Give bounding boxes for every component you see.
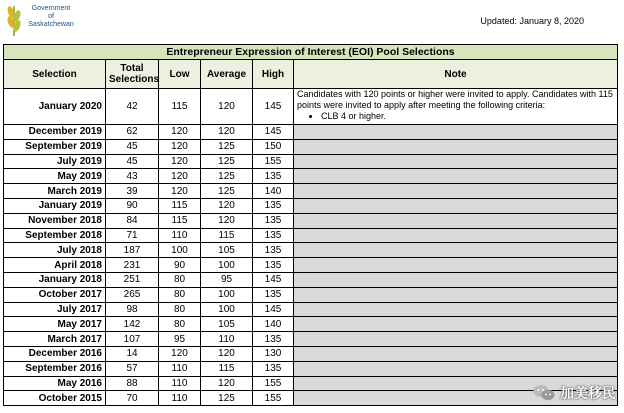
cell-low: 100 bbox=[159, 243, 201, 258]
cell-total: 187 bbox=[106, 243, 159, 258]
col-average: Average bbox=[201, 60, 253, 89]
cell-low: 110 bbox=[159, 376, 201, 391]
cell-note-empty bbox=[294, 213, 618, 228]
cell-high: 135 bbox=[253, 243, 294, 258]
cell-note-empty bbox=[294, 272, 618, 287]
cell-total: 57 bbox=[106, 361, 159, 376]
note-bullet: • CLB 4 or higher. bbox=[321, 111, 614, 122]
cell-average: 125 bbox=[201, 169, 253, 184]
cell-low: 110 bbox=[159, 228, 201, 243]
eoi-selections-table bbox=[3, 44, 618, 406]
col-note: Note bbox=[294, 60, 618, 89]
table-row bbox=[4, 184, 618, 199]
table-row bbox=[4, 258, 618, 273]
col-total-line2: Selections bbox=[109, 74, 160, 85]
cell-high: 135 bbox=[253, 361, 294, 376]
cell-average: 100 bbox=[201, 258, 253, 273]
cell-total: 45 bbox=[106, 154, 159, 169]
table-row bbox=[4, 139, 618, 154]
cell-total: 45 bbox=[106, 139, 159, 154]
cell-average: 100 bbox=[201, 302, 253, 317]
cell-selection: May 2017 bbox=[4, 317, 106, 332]
cell-selection: October 2017 bbox=[4, 287, 106, 302]
cell-low: 80 bbox=[159, 287, 201, 302]
cell-selection: October 2015 bbox=[4, 391, 106, 406]
cell-average: 120 bbox=[201, 376, 253, 391]
cell-note-empty bbox=[294, 302, 618, 317]
cell-high: 140 bbox=[253, 184, 294, 199]
cell-total: 90 bbox=[106, 198, 159, 213]
table-row bbox=[4, 317, 618, 332]
cell-average: 110 bbox=[201, 332, 253, 347]
cell-average: 120 bbox=[201, 346, 253, 361]
cell-selection: May 2016 bbox=[4, 376, 106, 391]
cell-high: 135 bbox=[253, 228, 294, 243]
table-row bbox=[4, 154, 618, 169]
cell-note-empty bbox=[294, 243, 618, 258]
cell-average: 115 bbox=[201, 228, 253, 243]
cell-low: 115 bbox=[159, 89, 201, 125]
cell-low: 95 bbox=[159, 332, 201, 347]
note-text: Candidates with 120 points or higher were invited to apply. Candidates with 115 points were invited to apply after meeting the following criteria: bbox=[297, 89, 613, 110]
table-row bbox=[4, 89, 618, 125]
cell-selection: January 2020 bbox=[4, 89, 106, 125]
cell-note bbox=[294, 89, 618, 125]
table-row bbox=[4, 198, 618, 213]
cell-low: 120 bbox=[159, 346, 201, 361]
table-row bbox=[4, 346, 618, 361]
cell-average: 125 bbox=[201, 184, 253, 199]
cell-high: 150 bbox=[253, 139, 294, 154]
col-total-line1: Total bbox=[120, 63, 144, 74]
cell-note-empty bbox=[294, 258, 618, 273]
watermark-text: 加美移民 bbox=[560, 385, 616, 401]
cell-total: 70 bbox=[106, 391, 159, 406]
cell-total: 265 bbox=[106, 287, 159, 302]
col-low: Low bbox=[159, 60, 201, 89]
cell-high: 145 bbox=[253, 272, 294, 287]
cell-low: 120 bbox=[159, 139, 201, 154]
cell-high: 135 bbox=[253, 258, 294, 273]
table-row bbox=[4, 169, 618, 184]
cell-average: 120 bbox=[201, 125, 253, 140]
cell-total: 14 bbox=[106, 346, 159, 361]
cell-note-empty bbox=[294, 346, 618, 361]
cell-total: 62 bbox=[106, 125, 159, 140]
cell-low: 120 bbox=[159, 125, 201, 140]
cell-selection: November 2018 bbox=[4, 213, 106, 228]
watermark bbox=[533, 383, 616, 403]
cell-high: 135 bbox=[253, 198, 294, 213]
logo-line-1: Government bbox=[31, 5, 71, 12]
table-row bbox=[4, 287, 618, 302]
table-row bbox=[4, 376, 618, 391]
cell-note-empty bbox=[294, 125, 618, 140]
cell-high: 155 bbox=[253, 391, 294, 406]
cell-low: 90 bbox=[159, 258, 201, 273]
cell-note-empty bbox=[294, 169, 618, 184]
logo-line-3: Saskatchewan bbox=[28, 21, 74, 28]
cell-average: 125 bbox=[201, 391, 253, 406]
col-selection: Selection bbox=[4, 60, 106, 89]
cell-low: 80 bbox=[159, 272, 201, 287]
cell-note-empty bbox=[294, 139, 618, 154]
cell-high: 145 bbox=[253, 89, 294, 125]
cell-note-empty bbox=[294, 287, 618, 302]
cell-high: 130 bbox=[253, 346, 294, 361]
table-row bbox=[4, 213, 618, 228]
table-row bbox=[4, 302, 618, 317]
cell-low: 115 bbox=[159, 198, 201, 213]
cell-note-empty bbox=[294, 184, 618, 199]
col-high: High bbox=[253, 60, 294, 89]
cell-average: 125 bbox=[201, 154, 253, 169]
cell-average: 120 bbox=[201, 89, 253, 125]
cell-low: 120 bbox=[159, 169, 201, 184]
table-body bbox=[4, 89, 618, 406]
table-row bbox=[4, 228, 618, 243]
wheat-logo-icon bbox=[4, 2, 24, 38]
cell-selection: December 2016 bbox=[4, 346, 106, 361]
table-row bbox=[4, 272, 618, 287]
note-bullet-list bbox=[297, 111, 614, 122]
cell-selection: July 2018 bbox=[4, 243, 106, 258]
col-total-selections bbox=[106, 60, 159, 89]
cell-average: 120 bbox=[201, 213, 253, 228]
cell-low: 110 bbox=[159, 361, 201, 376]
cell-average: 120 bbox=[201, 198, 253, 213]
cell-total: 251 bbox=[106, 272, 159, 287]
cell-total: 39 bbox=[106, 184, 159, 199]
cell-selection: March 2019 bbox=[4, 184, 106, 199]
cell-high: 155 bbox=[253, 376, 294, 391]
cell-selection: September 2018 bbox=[4, 228, 106, 243]
logo-line-2: of bbox=[48, 13, 54, 20]
cell-total: 42 bbox=[106, 89, 159, 125]
cell-average: 115 bbox=[201, 361, 253, 376]
cell-selection: September 2019 bbox=[4, 139, 106, 154]
cell-low: 80 bbox=[159, 302, 201, 317]
table-row bbox=[4, 361, 618, 376]
cell-selection: March 2017 bbox=[4, 332, 106, 347]
cell-note-empty bbox=[294, 332, 618, 347]
cell-selection: September 2016 bbox=[4, 361, 106, 376]
wechat-icon bbox=[533, 384, 555, 402]
cell-average: 100 bbox=[201, 287, 253, 302]
table-row bbox=[4, 243, 618, 258]
cell-total: 43 bbox=[106, 169, 159, 184]
cell-selection: January 2019 bbox=[4, 198, 106, 213]
cell-low: 115 bbox=[159, 213, 201, 228]
cell-total: 84 bbox=[106, 213, 159, 228]
cell-selection: July 2019 bbox=[4, 154, 106, 169]
cell-total: 231 bbox=[106, 258, 159, 273]
logo-text bbox=[26, 5, 76, 29]
cell-note-empty bbox=[294, 154, 618, 169]
column-header-row bbox=[4, 60, 618, 89]
cell-average: 105 bbox=[201, 317, 253, 332]
cell-total: 88 bbox=[106, 376, 159, 391]
table-row bbox=[4, 332, 618, 347]
cell-note-empty bbox=[294, 198, 618, 213]
cell-note-empty bbox=[294, 228, 618, 243]
cell-selection: April 2018 bbox=[4, 258, 106, 273]
cell-total: 107 bbox=[106, 332, 159, 347]
cell-high: 135 bbox=[253, 169, 294, 184]
cell-low: 120 bbox=[159, 154, 201, 169]
cell-selection: May 2019 bbox=[4, 169, 106, 184]
cell-high: 145 bbox=[253, 125, 294, 140]
cell-average: 95 bbox=[201, 272, 253, 287]
cell-high: 135 bbox=[253, 213, 294, 228]
cell-low: 80 bbox=[159, 317, 201, 332]
table-title-row bbox=[4, 45, 618, 60]
table-row bbox=[4, 391, 618, 406]
cell-high: 155 bbox=[253, 154, 294, 169]
table-title: Entrepreneur Expression of Interest (EOI) Pool Selections bbox=[4, 45, 618, 60]
cell-high: 145 bbox=[253, 302, 294, 317]
cell-low: 120 bbox=[159, 184, 201, 199]
government-logo bbox=[4, 2, 84, 40]
cell-average: 125 bbox=[201, 139, 253, 154]
cell-selection: December 2019 bbox=[4, 125, 106, 140]
cell-high: 135 bbox=[253, 287, 294, 302]
cell-high: 140 bbox=[253, 317, 294, 332]
updated-date: Updated: January 8, 2020 bbox=[480, 16, 584, 26]
cell-note-empty bbox=[294, 317, 618, 332]
cell-total: 142 bbox=[106, 317, 159, 332]
cell-total: 71 bbox=[106, 228, 159, 243]
cell-selection: July 2017 bbox=[4, 302, 106, 317]
table-row bbox=[4, 125, 618, 140]
cell-total: 98 bbox=[106, 302, 159, 317]
cell-high: 135 bbox=[253, 332, 294, 347]
cell-low: 110 bbox=[159, 391, 201, 406]
cell-selection: January 2018 bbox=[4, 272, 106, 287]
cell-note-empty bbox=[294, 361, 618, 376]
cell-average: 105 bbox=[201, 243, 253, 258]
